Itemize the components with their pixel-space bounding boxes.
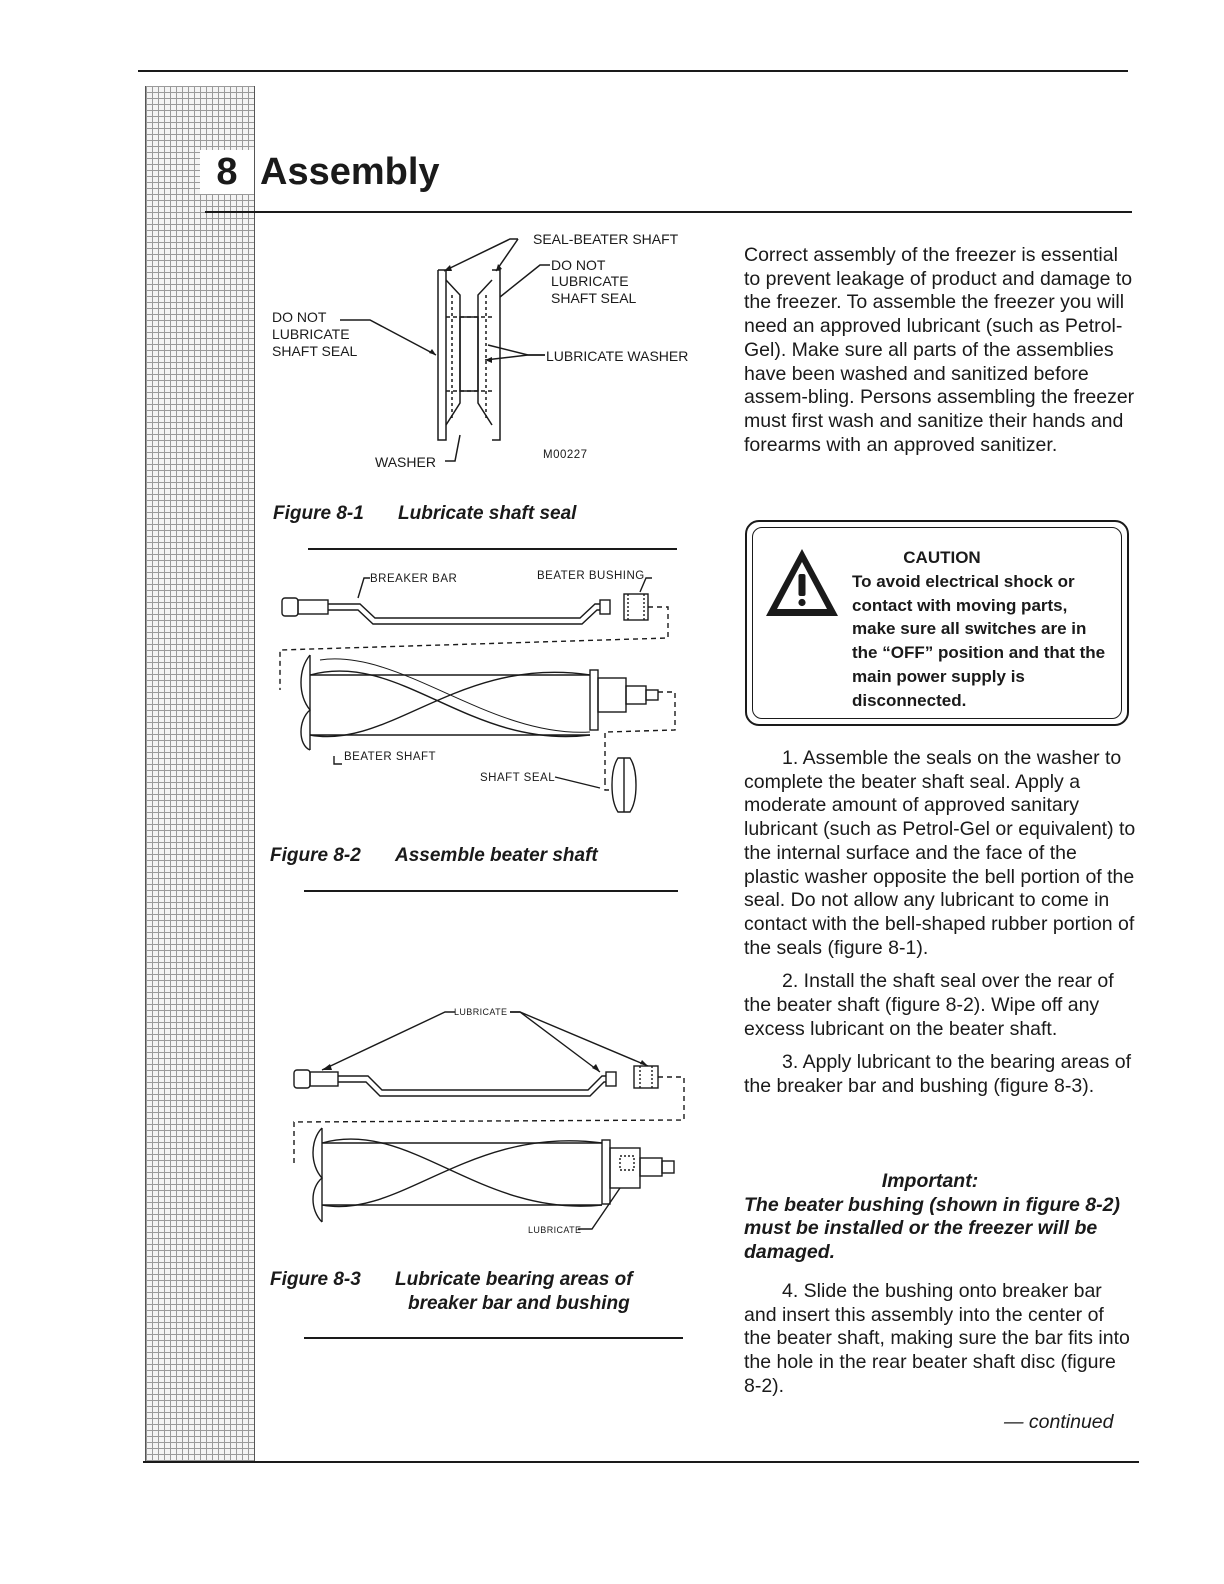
figure-8-1-number: Figure 8-1 xyxy=(273,503,364,524)
label-shaft-seal: SHAFT SEAL xyxy=(480,772,556,784)
figure-8-2-diagram xyxy=(270,560,690,825)
figure-8-3-title-line-1: Lubricate bearing areas of xyxy=(395,1269,633,1290)
figure-8-1-diagram xyxy=(260,225,710,480)
steps-list xyxy=(744,747,1136,1109)
label-do-not-lubricate-right-2: LUBRICATE xyxy=(551,273,629,289)
label-do-not-lubricate-left-2: LUBRICATE xyxy=(272,326,350,342)
page-title: Assembly xyxy=(260,151,440,193)
side-grid-band xyxy=(145,86,255,1462)
step-4-block xyxy=(744,1280,1136,1409)
figure-8-2-caption xyxy=(270,844,598,868)
label-beater-shaft: BEATER SHAFT xyxy=(344,751,437,763)
figure-8-1-title: Lubricate shaft seal xyxy=(398,503,577,524)
step-1: 1. Assemble the seals on the washer to complete the beater shaft seal. Apply a moderate amount of approved sanitary lubricant (such as Petrol-Gel or equivalent) to the internal surface and the face of the plastic washer opposite the bell portion of the seal. Do not allow any lubricant to come in contact with the bell-shaped rubber portion of the seals (figure 8-1). xyxy=(744,747,1136,959)
warning-icon xyxy=(763,546,841,620)
caution-title: CAUTION xyxy=(903,548,981,567)
figure-8-2-title: Assemble beater shaft xyxy=(395,845,598,866)
caution-box xyxy=(745,520,1129,726)
label-do-not-lubricate-right-1: DO NOT xyxy=(551,257,606,273)
label-seal-beater-shaft: SEAL-BEATER SHAFT xyxy=(533,231,679,247)
figure-8-2-rule xyxy=(304,890,678,892)
figure-8-3-caption xyxy=(270,1268,633,1292)
important-heading: Important: xyxy=(881,1170,979,1192)
label-lubricate-washer: LUBRICATE WASHER xyxy=(546,348,689,364)
continued-note: — continued xyxy=(1004,1411,1114,1433)
chapter-number: 8 xyxy=(200,150,254,194)
important-text: The beater bushing (shown in figure 8-2) must be installed or the freezer will be damaged. xyxy=(744,1193,1120,1264)
figure-8-1-caption xyxy=(273,502,576,526)
label-part-number: M00227 xyxy=(543,449,588,461)
step-2: 2. Install the shaft seal over the rear of the beater shaft (figure 8-2). Wipe off any excess lubricant on the beater shaft. xyxy=(744,970,1114,1040)
label-do-not-lubricate-right-3: SHAFT SEAL xyxy=(551,290,637,306)
bottom-rule xyxy=(143,1461,1139,1463)
figure-8-3-rule xyxy=(304,1337,683,1339)
figure-8-3-number: Figure 8-3 xyxy=(270,1269,361,1290)
step-4: 4. Slide the bushing onto breaker bar and insert this assembly into the center of the beater shaft, making sure the bar fits into the hole in the rear beater shaft disc (figure 8-2). xyxy=(744,1280,1130,1397)
top-rule xyxy=(138,70,1128,72)
label-lubricate-top: LUBRICATE xyxy=(454,1007,508,1017)
caution-text: To avoid electrical shock or contact with moving parts, make sure all switches are in the “OFF” position and that the main power supply is disconnected. xyxy=(852,572,1106,710)
label-breaker-bar: BREAKER BAR xyxy=(370,573,458,585)
intro-paragraph: Correct assembly of the freezer is essential to prevent leakage of product and damage to the freezer. To assemble the freezer you will need an approved lubricant (such as Petrol-Gel). Make sure all parts of the assemblies have been washed and sanitized before assem-bling. Persons assembling the freezer must first wash and sanitize their hands and forearms with an approved sanitizer. xyxy=(744,244,1135,456)
figure-8-3-caption-line-2: breaker bar and bushing xyxy=(408,1293,630,1314)
chapter-rule xyxy=(205,211,1132,213)
label-do-not-lubricate-left-1: DO NOT xyxy=(272,309,327,325)
step-3: 3. Apply lubricant to the bearing areas of the breaker bar and bushing (figure 8-3). xyxy=(744,1051,1132,1098)
label-do-not-lubricate-left-3: SHAFT SEAL xyxy=(272,343,358,359)
figure-8-2-number: Figure 8-2 xyxy=(270,845,361,866)
important-note xyxy=(744,1170,1136,1265)
label-washer: WASHER xyxy=(375,454,436,470)
figure-8-3-diagram xyxy=(280,1000,700,1245)
figure-8-1-rule xyxy=(308,548,677,550)
label-beater-bushing: BEATER BUSHING xyxy=(537,570,645,582)
label-lubricate-bottom: LUBRICATE xyxy=(528,1225,582,1235)
